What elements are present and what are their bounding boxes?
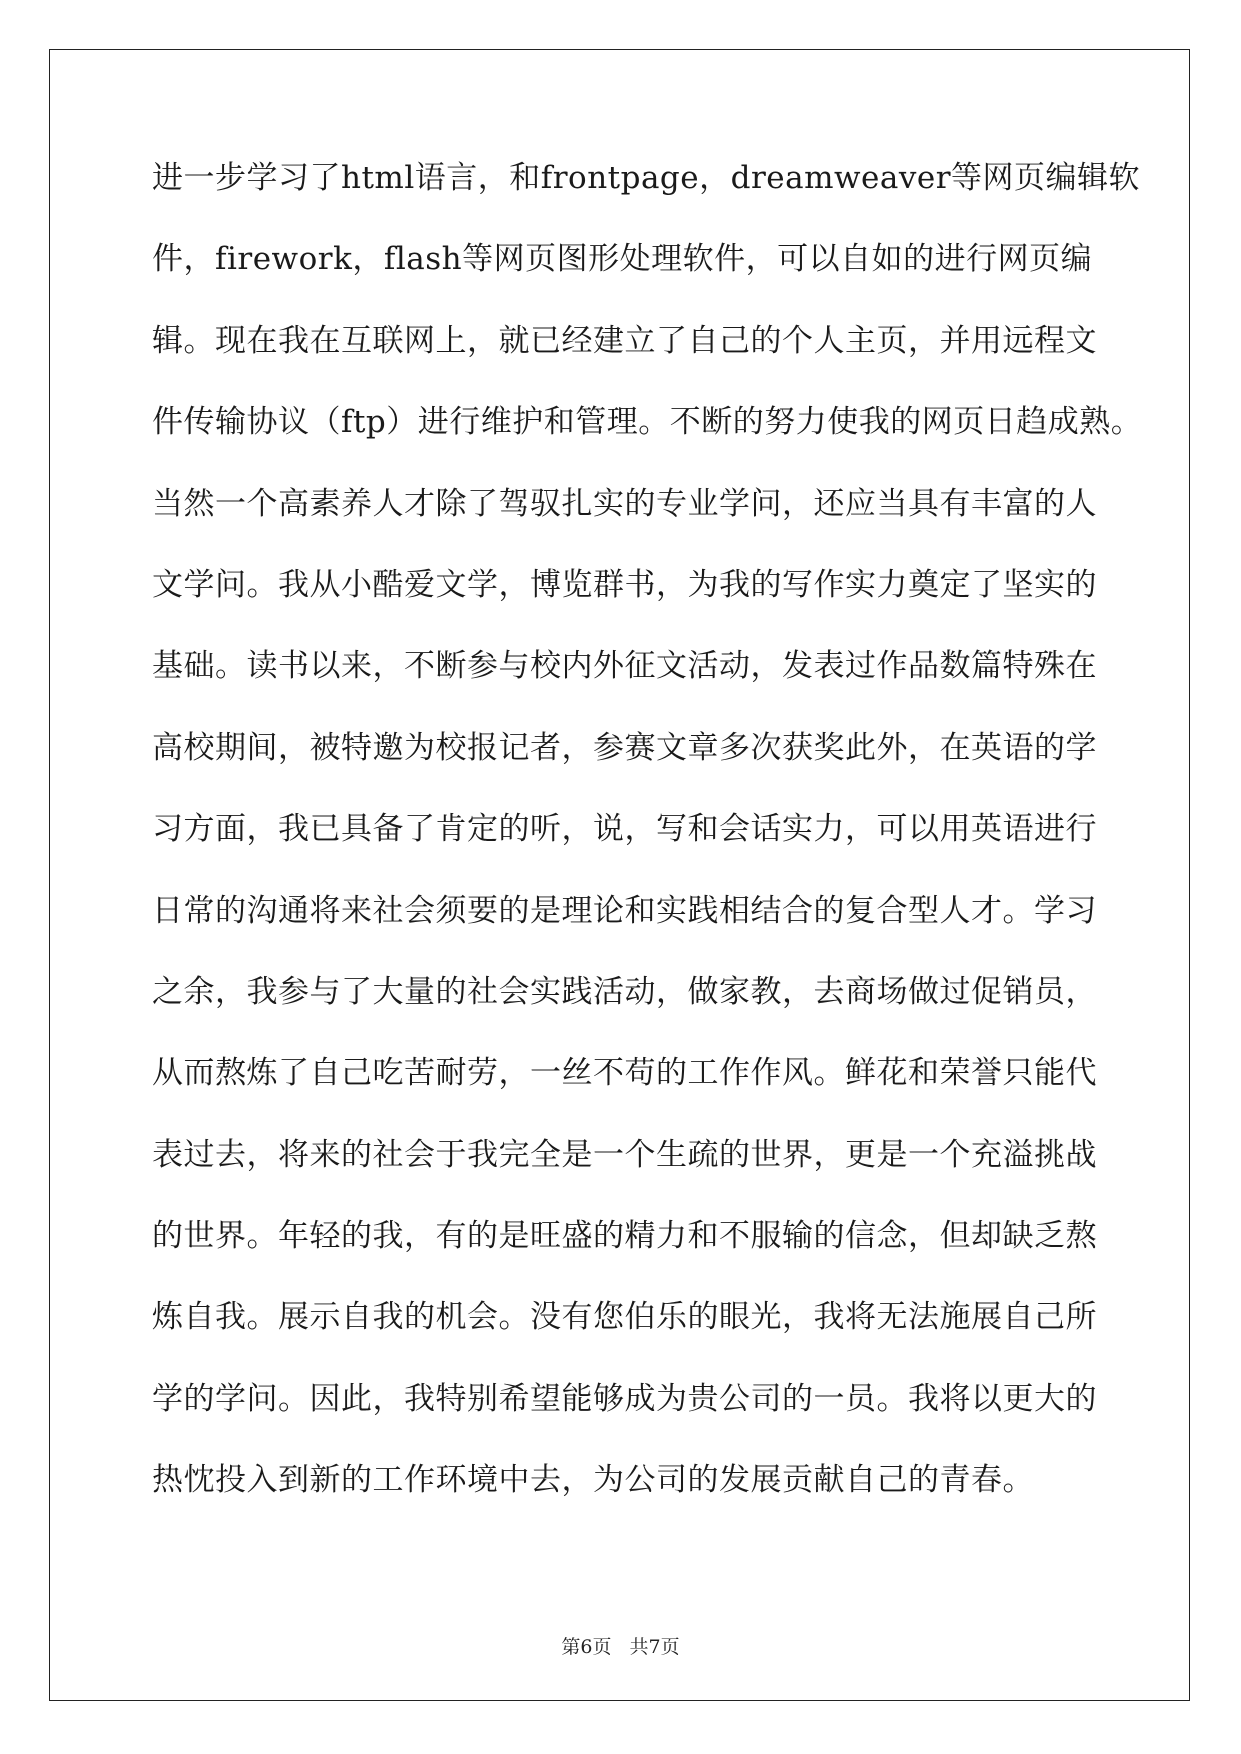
document-body (152, 158, 1143, 1542)
text-line: 进一步学习了html语言，和frontpage，dreamweaver等网页编辑软 (152, 160, 1141, 196)
text-line: 基础。读书以来，不断参与校内外征文活动，发表过作品数篇特殊在 (152, 648, 1097, 685)
text-line: 辑。现在我在互联网上，就已经建立了自己的个人主页，并用远程文 (152, 322, 1097, 359)
text-line: 当然一个高素养人才除了驾驭扎实的专业学问，还应当具有丰富的人 (152, 485, 1097, 522)
text-line: 文学问。我从小酷爱文学，博览群书，为我的写作实力奠定了坚实的 (152, 566, 1097, 603)
text-line: 日常的沟通将来社会须要的是理论和实践相结合的复合型人才。学习 (152, 892, 1097, 929)
text-line: 的世界。年轻的我，有的是旺盛的精力和不服输的信念，但却缺乏熬 (152, 1218, 1097, 1255)
text-line: 表过去，将来的社会于我完全是一个生疏的世界，更是一个充溢挑战 (152, 1136, 1097, 1173)
page-number: 第6页 (561, 1636, 612, 1658)
text-line: 件，firework，flash等网页图形处理软件，可以自如的进行网页编 (152, 241, 1093, 278)
text-line: 件传输协议（ftp）进行维护和管理。不断的努力使我的网页日趋成熟。 (152, 404, 1143, 441)
text-line: 从而熬炼了自己吃苦耐劳，一丝不苟的工作作风。鲜花和荣誉只能代 (152, 1055, 1097, 1092)
text-line: 之余，我参与了大量的社会实践活动，做家教，去商场做过促销员， (152, 973, 1097, 1010)
text-line: 高校期间，被特邀为校报记者，参赛文章多次获奖此外，在英语的学 (152, 729, 1097, 766)
text-line: 学的学问。因此，我特别希望能够成为贵公司的一员。我将以更大的 (152, 1380, 1097, 1417)
text-line: 热忱投入到新的工作环境中去，为公司的发展贡献自己的青春。 (152, 1462, 1034, 1499)
page-total: 共7页 (629, 1636, 680, 1658)
text-line: 习方面，我已具备了肯定的听，说，写和会话实力，可以用英语进行 (152, 811, 1097, 848)
text-line: 炼自我。展示自我的机会。没有您伯乐的眼光，我将无法施展自己所 (152, 1299, 1097, 1336)
page-footer (0, 1632, 1241, 1659)
